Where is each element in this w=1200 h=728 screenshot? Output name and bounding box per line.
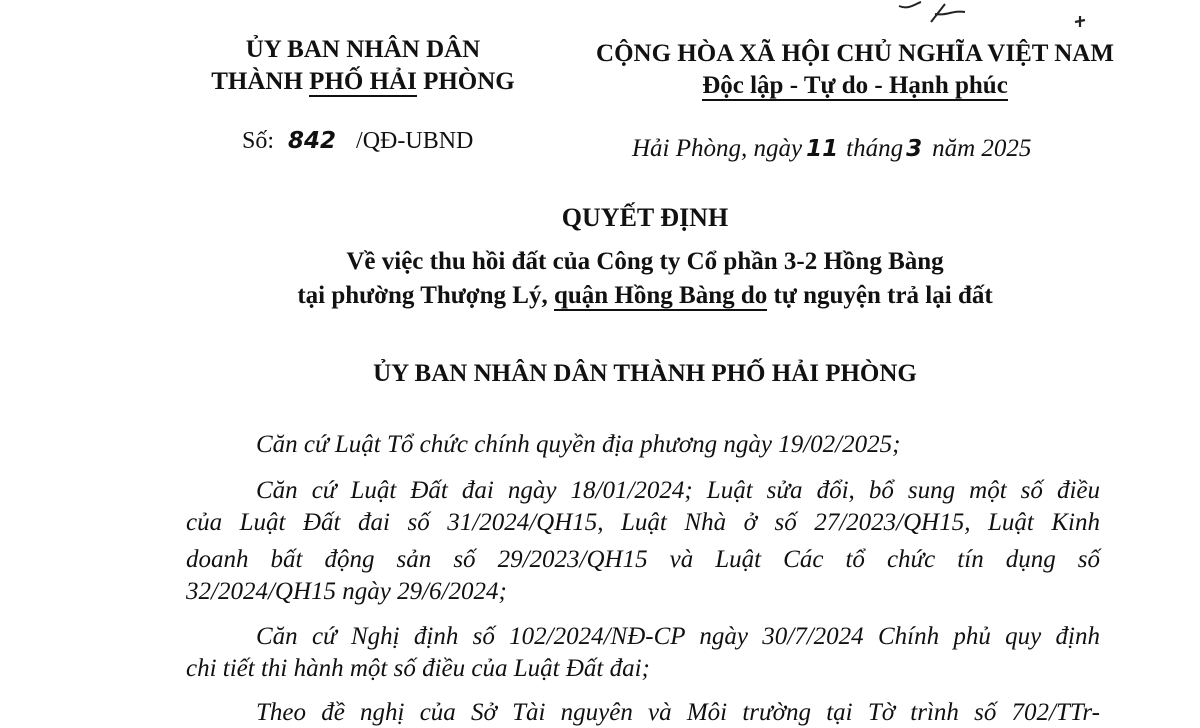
year-label: năm 2025 <box>932 135 1032 162</box>
number-label: Số: <box>242 128 275 154</box>
issuer-line-2-start: THÀNH <box>211 68 310 95</box>
pen-mark-right <box>1072 14 1088 30</box>
document-number <box>242 128 473 155</box>
body-line-7: chi tiết thi hành một số điều của Luật Đất đai; <box>186 655 650 682</box>
subtitle-2-end: tự nguyện trả lại đất <box>767 282 993 309</box>
number-suffix: /QĐ-UBND <box>356 128 474 154</box>
body-line-1: Căn cứ Luật Tổ chức chính quyền địa phương ngày 19/02/2025; <box>256 431 901 458</box>
decision-title: QUYẾT ĐỊNH <box>561 203 729 232</box>
motto: Độc lập - Tự do - Hạnh phúc <box>702 72 1008 99</box>
body-line-5: 32/2024/QH15 ngày 29/6/2024; <box>186 578 507 605</box>
motto-wrap <box>575 70 1135 102</box>
issuer-line-2-end: PHÒNG <box>416 68 515 95</box>
subtitle-2-underlined: quận Hồng Bàng do <box>553 282 768 309</box>
handwritten-number: 842 <box>288 128 337 154</box>
authority-heading: ỦY BAN NHÂN DÂN THÀNH PHỐ HẢI PHÒNG <box>373 360 917 387</box>
issuer-line-1: ỦY BAN NHÂN DÂN <box>245 36 481 63</box>
body-line-3: của Luật Đất đai số 31/2024/QH15, Luật Nhà ở số 27/2023/QH15, Luật Kinh <box>186 509 1100 536</box>
issue-date <box>632 135 1031 163</box>
body-line-4: doanh bất động sản số 29/2023/QH15 và Luật Các tổ chức tín dụng số <box>186 546 1100 573</box>
handwritten-month: 3 <box>906 136 923 162</box>
pen-scrawl-top <box>895 0 975 28</box>
issuer-line-2 <box>196 66 530 98</box>
body-line-6: Căn cứ Nghị định số 102/2024/NĐ-CP ngày 30/7/2024 Chính phủ quy định <box>256 623 1100 650</box>
country-name: CỘNG HÒA XÃ HỘI CHỦ NGHĨA VIỆT NAM <box>596 40 1114 67</box>
body-line-2: Căn cứ Luật Đất đai ngày 18/01/2024; Luật sửa đổi, bổ sung một số điều <box>256 477 1100 504</box>
date-prefix: Hải Phòng, ngày <box>632 135 803 162</box>
national-motto <box>575 38 1135 102</box>
body-line-8: Theo đề nghị của Sở Tài nguyên và Môi trường tại Tờ trình số 702/TTr- <box>256 699 1100 726</box>
handwritten-day: 11 <box>806 136 839 162</box>
month-label: tháng <box>846 135 904 162</box>
decision-subtitle-1: Về việc thu hồi đất của Công ty Cổ phần 3-2 Hồng Bàng <box>346 248 944 275</box>
subtitle-2-start: tại phường Thượng Lý, <box>297 282 554 309</box>
issuer-line-2-underlined: PHỐ HẢI <box>309 68 417 95</box>
issuer-name <box>196 34 530 98</box>
decision-subtitle-2 <box>0 282 1200 310</box>
